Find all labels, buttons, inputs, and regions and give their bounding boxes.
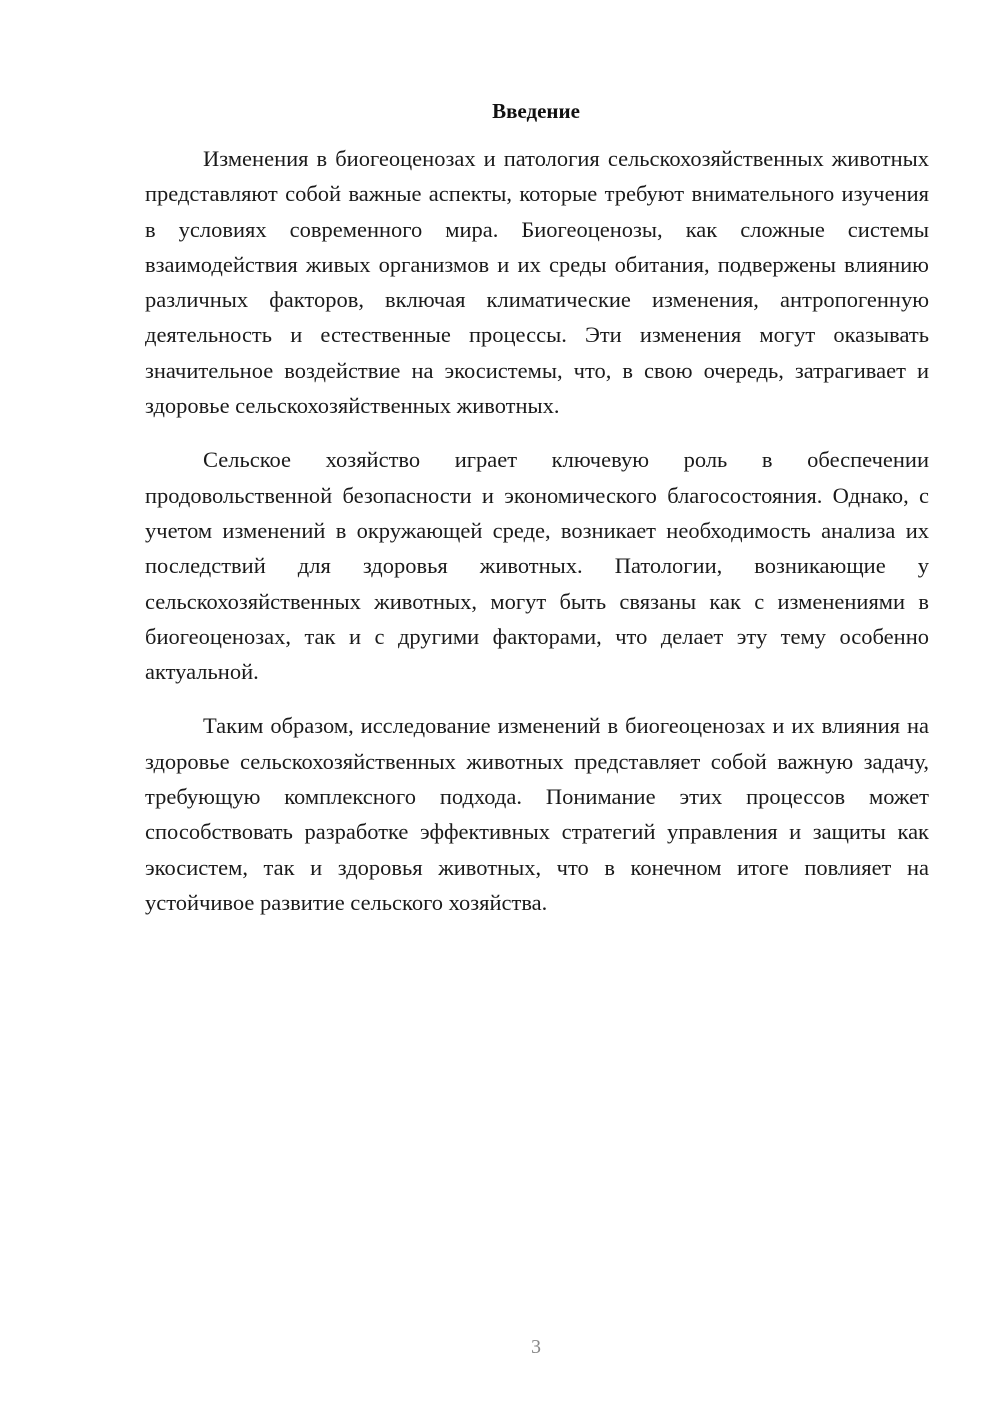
paragraph-3: Таким образом, исследование изменений в биогеоценозах и их влияния на здоровье сельскохозяйственных животных представляет собой важную задачу, требующую комплексного подхода. Понимание этих процессов может способствовать разработке эффективных стратегий управления и защиты как экосистем, так и здоровья животных, что в конечном итоге повлияет на устойчивое развитие сельского хозяйства. <box>145 713 929 915</box>
page-number: 3 <box>531 1336 541 1358</box>
paragraph-1: Изменения в биогеоценозах и патология сельскохозяйственных животных представляют собой важные аспекты, которые требуют внимательного изучения в условиях современного мира. Биогеоценозы, как сложные системы взаимодействия живых организмов и их среды обитания, подвержены влиянию различных факторов, включая климатические изменения, антропогенную деятельность и естественные процессы. Эти изменения могут оказывать значительное воздействие на экосистемы, что, в свою очередь, затрагивает и здоровье сельскохозяйственных животных. <box>145 146 929 419</box>
paragraph-2: Сельское хозяйство играет ключевую роль в обеспечении продовольственной безопасности и экономического благосостояния. Однако, с учетом изменений в окружающей среде, возникает необходимость анализа их последствий для здоровья животных. Патологии, возникающие у сельскохозяйственных животных, могут быть связаны как с изменениями в биогеоценозах, так и с другими факторами, что делает эту тему особенно актуальной. <box>145 447 929 685</box>
section-heading: Введение <box>492 99 580 123</box>
body-text <box>145 141 929 920</box>
